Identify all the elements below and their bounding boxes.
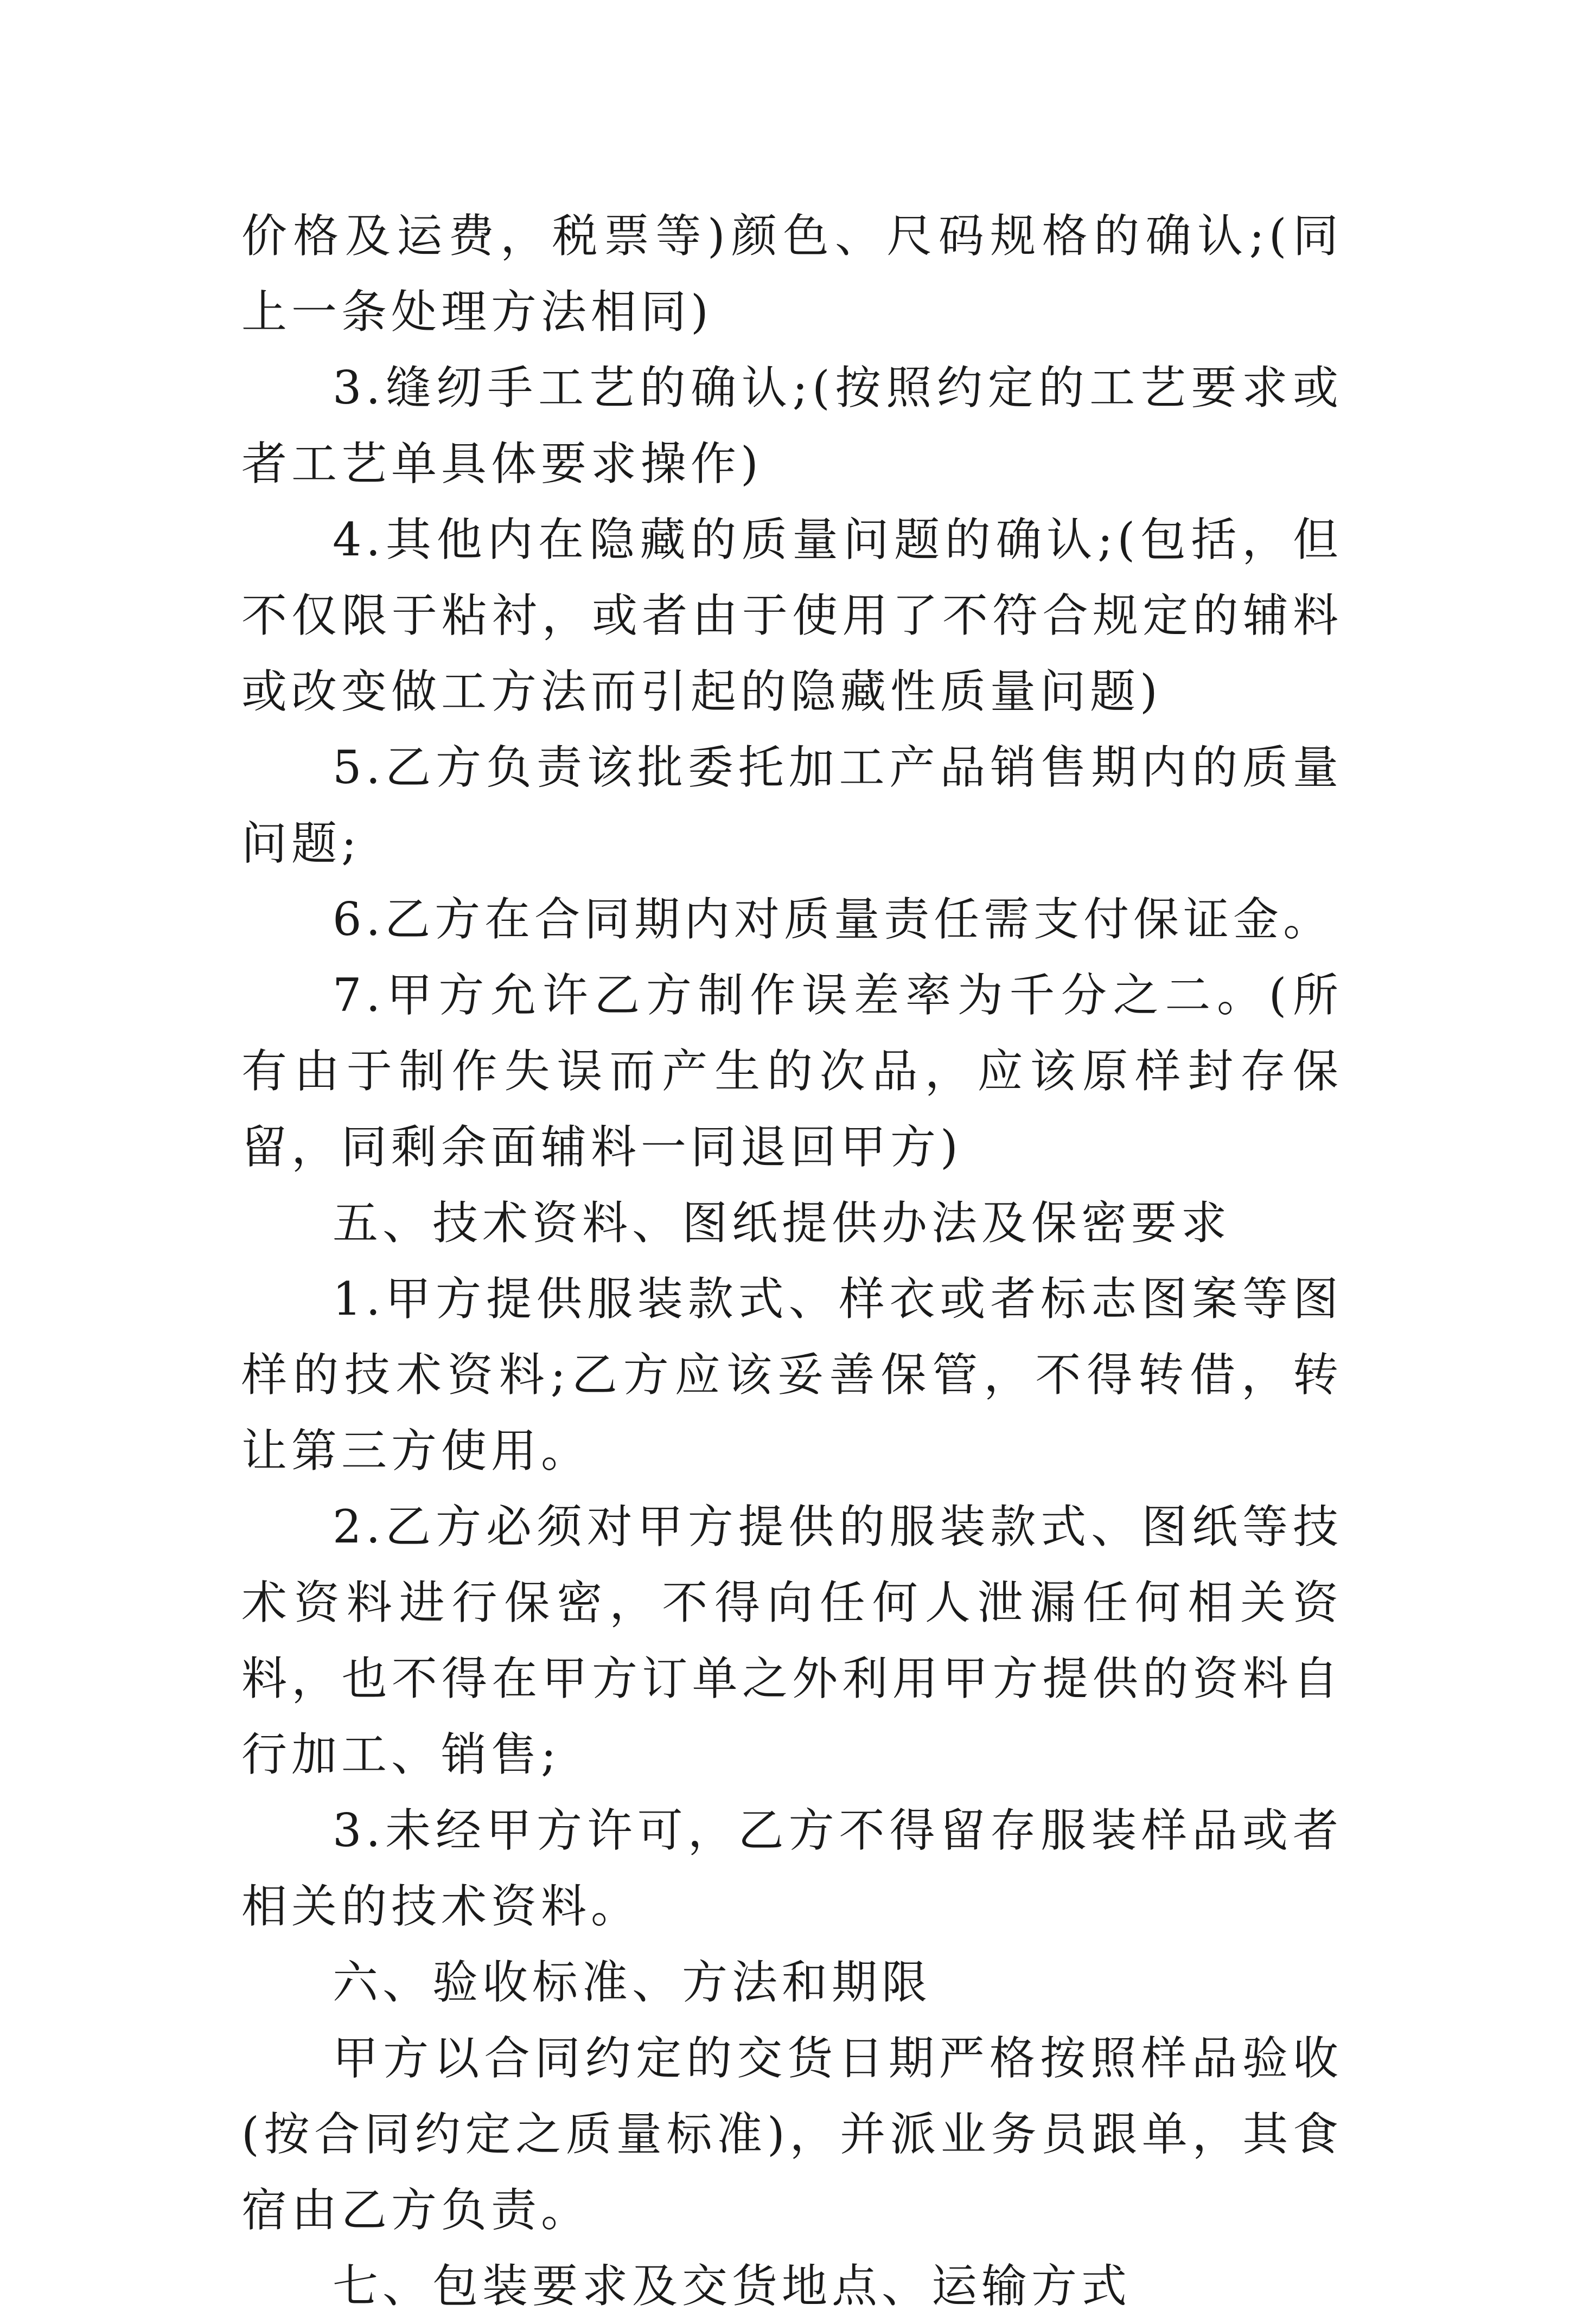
document-paragraph: 4.其他内在隐藏的质量问题的确认;(包括，但不仅限于粘衬，或者由于使用了不符合规定的辅料或改变做工方法而引起的隐藏性质量问题) bbox=[241, 513, 1343, 718]
document-paragraph: 价格及运费，税票等)颜色、尺码规格的确认;(同上一条处理方法相同) bbox=[241, 209, 1343, 338]
document-paragraph: 1.甲方提供服装款式、样衣或者标志图案等图样的技术资料;乙方应该妥善保管，不得转借，转让第三方使用。 bbox=[241, 1272, 1343, 1477]
document-paragraph: 6.乙方在合同期内对质量责任需支付保证金。 bbox=[333, 893, 1333, 946]
document-paragraph: 六、验收标准、方法和期限 bbox=[333, 1956, 932, 2009]
document-paragraph: 甲方以合同约定的交货日期严格按照样品验收(按合同约定之质量标准)，并派业务员跟单，其食宿由乙方负责。 bbox=[241, 2032, 1343, 2237]
document-paragraph: 3.缝纫手工艺的确认;(按照约定的工艺要求或者工艺单具体要求操作) bbox=[241, 361, 1343, 490]
document-paragraph: 2.乙方必须对甲方提供的服装款式、图纸等技术资料进行保密，不得向任何人泄漏任何相关资料，也不得在甲方订单之外利用甲方提供的资料自行加工、销售; bbox=[241, 1500, 1343, 1781]
document-paragraph: 5.乙方负责该批委托加工产品销售期内的质量问题; bbox=[241, 741, 1343, 870]
document-paragraph: 7.甲方允许乙方制作误差率为千分之二。(所有由于制作失误而产生的次品，应该原样封存保留，同剩余面辅料一同退回甲方) bbox=[241, 969, 1343, 1174]
document-paragraph: 五、技术资料、图纸提供办法及保密要求 bbox=[333, 1196, 1231, 1250]
document-paragraph: 3.未经甲方许可，乙方不得留存服装样品或者相关的技术资料。 bbox=[241, 1804, 1343, 1933]
document-paragraph: 七、包装要求及交货地点、运输方式 bbox=[333, 2259, 1132, 2313]
document-body bbox=[241, 198, 1343, 2324]
